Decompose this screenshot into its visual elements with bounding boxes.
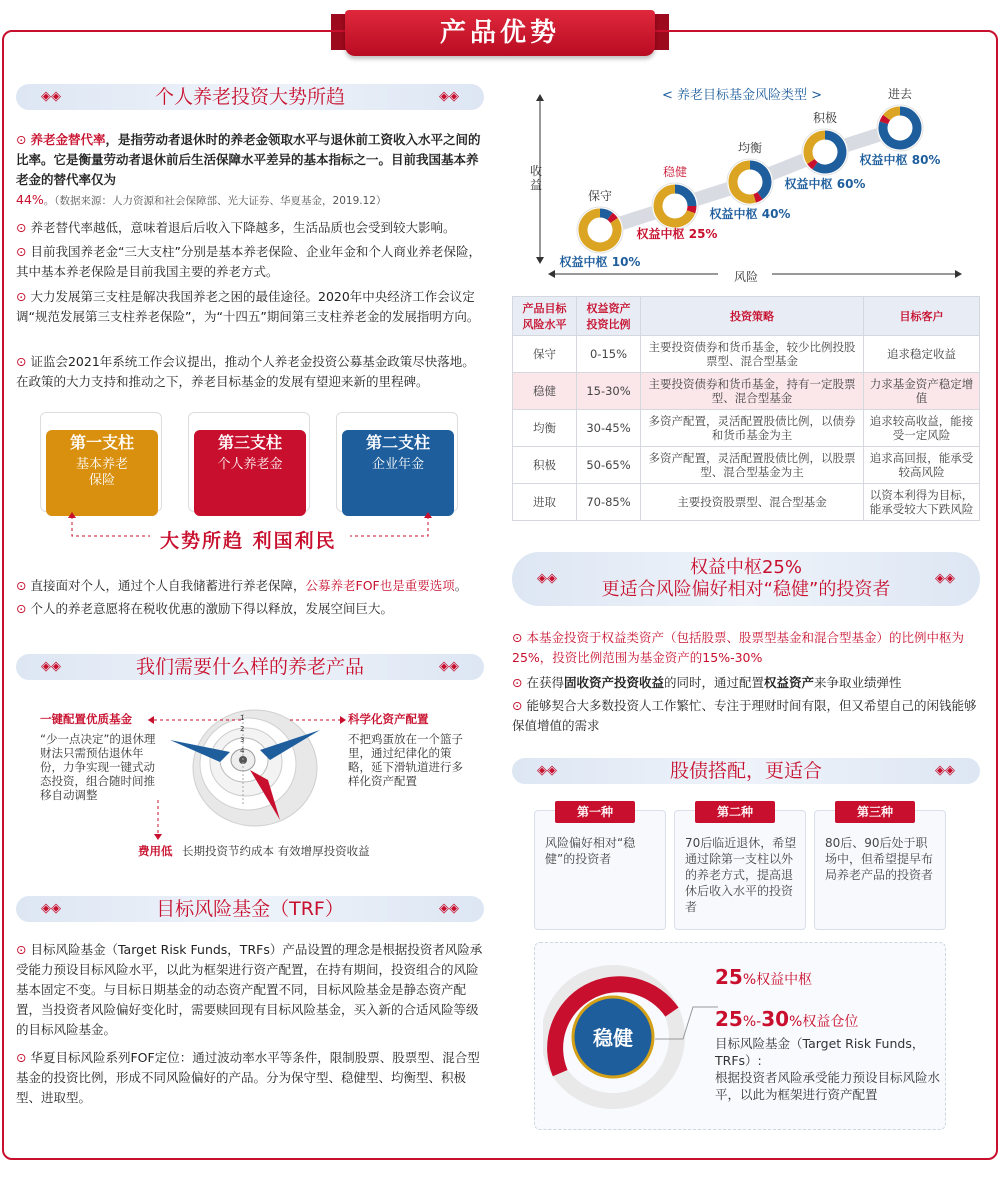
right-feature-title: 科学化资产配置 [348,712,429,726]
table-cell: 主要投资债券和货币基金，较少比例投股票型、混合型基金 [641,336,864,373]
risk-chart-svg [512,84,982,284]
diamond-deco-icon: ◈◈ [41,901,61,916]
bullet-icon: ⊙ [16,244,27,259]
level-center-label: 权益中枢 60% [784,177,866,191]
bullet-icon: ⊙ [16,354,27,369]
table-cell: 进取 [513,484,577,521]
table-header: 权益资产 投资比例 [577,297,641,336]
section-header-equity25 [512,552,980,606]
diamond-deco-icon: ◈◈ [41,659,61,674]
pillar-card-first [40,412,162,512]
kind-tag: 第二种 [695,801,775,823]
paragraph-huaxia-trf: ⊙ 华夏目标风险系列FOF定位：通过波动率水平等条件，限制股票、股票型、混合型基金的投资比例，形成不同风险偏好的产品。分为保守型、稳健型、均衡型、积极型、进取型。 [16,1050,480,1105]
bullet-icon: ⊙ [16,220,27,235]
chart-title: < 养老目标基金风险类型 > [662,88,823,103]
paragraph-three-pillars: ⊙ 目前我国养老金“三大支柱”分别是基本养老保险、企业年金和个人商业养老保险，其中基本养老保险是目前我国主要的养老方式。 [16,244,481,279]
section-header-personal-pension [16,84,484,110]
bullet-icon: ⊙ [16,601,27,616]
paragraph-equity-ratio: ⊙ 本基金投资于权益类资产（包括股票、股票型基金和混合型基金）的比例中枢为25%，投资比例范围为基金资产的15%-30% [512,630,964,665]
pillar-sub: 基本养老 保险 [75,457,128,488]
other-arc [884,118,887,123]
bullet-icon: ⊙ [16,132,27,147]
section-title-line1: 权益中枢25% [689,557,802,578]
equity-arc [600,213,610,216]
paragraph-busy-investor: ⊙ 能够契合大多数投资人工作繁忙、专注于理财时间有限，但又希望自己的闲钱能够保值增值的需求 [512,698,977,733]
right-feature-text: 不把鸡蛋放在一个篮子里，通过纪律化的策略，延下滑轨道进行多样化资产配置 [348,732,463,788]
table-row [513,373,980,410]
ring-label: 1 [240,714,245,722]
level-center-label: 权益中枢 10% [559,255,641,269]
table-cell: 积极 [513,447,577,484]
ring-label: 3 [240,736,245,744]
diamond-deco-icon: ◈◈ [439,89,459,104]
slogan: 大势所趋 利国利民 [160,530,337,552]
level-center-label: 权益中枢 80% [859,153,941,167]
other-arc [610,216,614,220]
table-row [513,336,980,373]
table-cell: 追求较高收益，能接受一定风险 [864,410,980,447]
table-cell: 多资产配置，灵活配置股债比例，以股票型、混合型基金为主 [641,447,864,484]
section-title: 个人养老投资大势所趋 [154,86,345,108]
diamond-deco-icon: ◈◈ [935,763,955,778]
table-cell: 50-65% [577,447,641,484]
section-header-stock-bond [512,758,980,784]
left-feature-text: “少一点决定”的退休理财法只需预估退休年份，力争实现一键式动态投资，组合随时间推移自动调整 [40,732,156,802]
table-header: 目标客户 [864,297,980,336]
ring-label: 2 [240,725,245,733]
table-body [513,336,980,521]
level-center-label: 权益中枢 40% [709,207,791,221]
bullet-icon: ⊙ [16,1050,27,1065]
x-axis-label: 风险 [734,270,759,284]
bullet-icon: ⊙ [16,942,27,957]
paragraph-third-pillar: ⊙ 大力发展第三支柱是解决我国养老之困的最佳途径。2020年中央经济工作会议定调“规范发展第三支柱养老保险”，为“十四五”期间第三支柱养老金的发展指明方向。 [16,289,480,324]
bullet-icon: ⊙ [512,630,523,645]
kind-tag: 第一种 [555,801,635,823]
paragraph-tax: ⊙ 个人的养老意愿将在税收优惠的激励下得以释放，发展空间巨大。 [16,601,393,616]
other-arc [691,206,692,212]
section-title-line2: 更适合风险偏好相对“稳健”的投资者 [601,579,891,600]
trf-description: 目标风险基金（Target Risk Funds，TRFs）: 根据投资者风险承受能力预设目标风险水平，以此为框架进行资产配置 [715,1036,941,1102]
section-title: 我们需要什么样的养老产品 [135,656,364,678]
table-cell: 稳健 [513,373,577,410]
diamond-deco-icon: ◈◈ [537,763,557,778]
level-name: 保守 [587,189,613,203]
table-header: 投资策略 [641,297,864,336]
badge-text: 稳健 [593,1026,633,1050]
level-center-label: 权益中枢 25% [636,227,718,241]
bullet-icon: ⊙ [16,289,27,304]
table-cell: 0-15% [577,336,641,373]
pillar-card-second [336,412,458,512]
table-row [513,484,980,521]
bullet-icon: ⊙ [16,578,27,593]
risk-level-table [512,296,980,521]
paragraph-fixed-income: ⊙ 在获得固收资产投资收益的同时，通过配置权益资产来争取业绩弹性 [512,675,902,690]
investor-kind-card-1 [534,805,666,930]
table-cell: 保守 [513,336,577,373]
table-cell: 主要投资股票型、混合型基金 [641,484,864,521]
other-arc [811,161,815,165]
table-cell: 30-45% [577,410,641,447]
table-cell: 追求稳定收益 [864,336,980,373]
table-cell: 追求高回报，能承受较高风险 [864,447,980,484]
bottom-feature-text: 长期投资节约成本 有效增厚投资收益 [182,844,370,858]
diamond-deco-icon: ◈◈ [935,571,955,586]
table-header: 产品目标 风险水平 [513,297,577,336]
paragraph-low-rate: ⊙ 养老替代率越低，意味着退后后收入下降越多，生活品质也会受到较大影响。 [16,220,456,235]
table-cell: 主要投资债券和货币基金，持有一定股票型、混合型基金 [641,373,864,410]
table-cell: 70-85% [577,484,641,521]
kind-text: 风险偏好相对“稳健”的投资者 [545,836,636,866]
section-title: 股债搭配，更适合 [669,760,822,782]
kind-text: 70后临近退休，希望通过除第一支柱以外的养老方式，提高退休后收入水平的投资者 [685,836,797,914]
bullet-icon: ⊙ [512,675,523,690]
equity-center-line: 25%权益中枢 [715,965,813,989]
investor-kind-card-2 [674,805,806,930]
diamond-deco-icon: ◈◈ [537,571,557,586]
arrow-line [152,800,164,840]
steady-donut [543,947,723,1127]
section-header-trf [16,896,484,922]
arrow-line [148,714,248,726]
table-cell: 均衡 [513,410,577,447]
pillar-title: 第三支柱 [217,433,282,452]
steady-summary-panel [534,942,946,1130]
table-cell: 多资产配置，灵活配置股债比例，以债券和货币基金为主 [641,410,864,447]
arrow-line [290,714,346,726]
section-header-product-need [16,654,484,680]
investor-kind-card-3 [814,805,946,930]
bottom-feature-title: 费用低 [138,844,173,858]
section-title: 目标风险基金（TRF） [156,898,344,920]
table-cell: 力求基金资产稳定增值 [864,373,980,410]
kind-tag: 第三种 [835,801,915,823]
ring-label: 4 [240,747,245,755]
paragraph-replacement-rate: ⊙ 养老金替代率，是指劳动者退休时的养老金领取水平与退休前工资收入水平之间的比率。它是衡量劳动者退休前后生活保障水平差异的基本指标之一。目前我国基本养老金的替代率仅为44%。（数据来源：人力资源和社会保障部、光大证券、华夏基金，2019.12） [16,132,481,207]
table-cell: 15-30% [577,373,641,410]
pillar-card-third [188,412,310,512]
equity-position-line: 25%-30%权益仓位 [715,1007,859,1031]
left-feature-title: 一键配置优质基金 [40,712,132,726]
paragraph-direct: ⊙ 直接面对个人，通过个人自我储蓄进行养老保障，公募养老FOF也是重要选项。 [16,578,468,593]
y-axis-label: 收益 [530,164,543,192]
level-name: 进去 [887,87,913,101]
paragraph-csrc: ⊙ 证监会2021年系统工作会议提出，推动个人养老金投资公募基金政策尽快落地。在政策的大力支持和推动之下，养老目标基金的发展有望迎来新的里程碑。 [16,354,475,389]
bullet-icon: ⊙ [512,698,523,713]
pillar-title: 第二支柱 [365,433,430,452]
table-cell: 以资本利得为目标，能承受较大下跌风险 [864,484,980,521]
diamond-deco-icon: ◈◈ [439,901,459,916]
kind-text: 80后、90后处于职场中，但希望提早布局养老产品的投资者 [825,836,934,882]
table-row [513,410,980,447]
pillar-sub: 企业年金 [371,457,424,472]
table-row [513,447,980,484]
top-banner: 产品优势 [345,10,655,56]
diamond-deco-icon: ◈◈ [439,659,459,674]
pillar-title: 第一支柱 [69,433,134,452]
pillar-sub: 个人养老金 [217,457,283,472]
level-name: 均衡 [737,141,763,155]
level-name: 积极 [812,111,838,125]
risk-type-chart [512,84,982,284]
diamond-deco-icon: ◈◈ [41,89,61,104]
other-arc [755,196,760,199]
level-name: 稳健 [662,165,688,179]
paragraph-trf-definition: ⊙ 目标风险基金（Target Risk Funds，TRFs）产品设置的理念是根据投资者风险承受能力预设目标风险水平，以此为框架进行资产配置，在持有期间，投资组合的风险基本固定不变。与目标日期基金的动态资产配置不同，目标风险基金是静态资产配置，当投资者风险偏好变化时，需要赎回现有目标风险基金，买入新的合适风险等级的目标风险基金。 [16,942,483,1037]
